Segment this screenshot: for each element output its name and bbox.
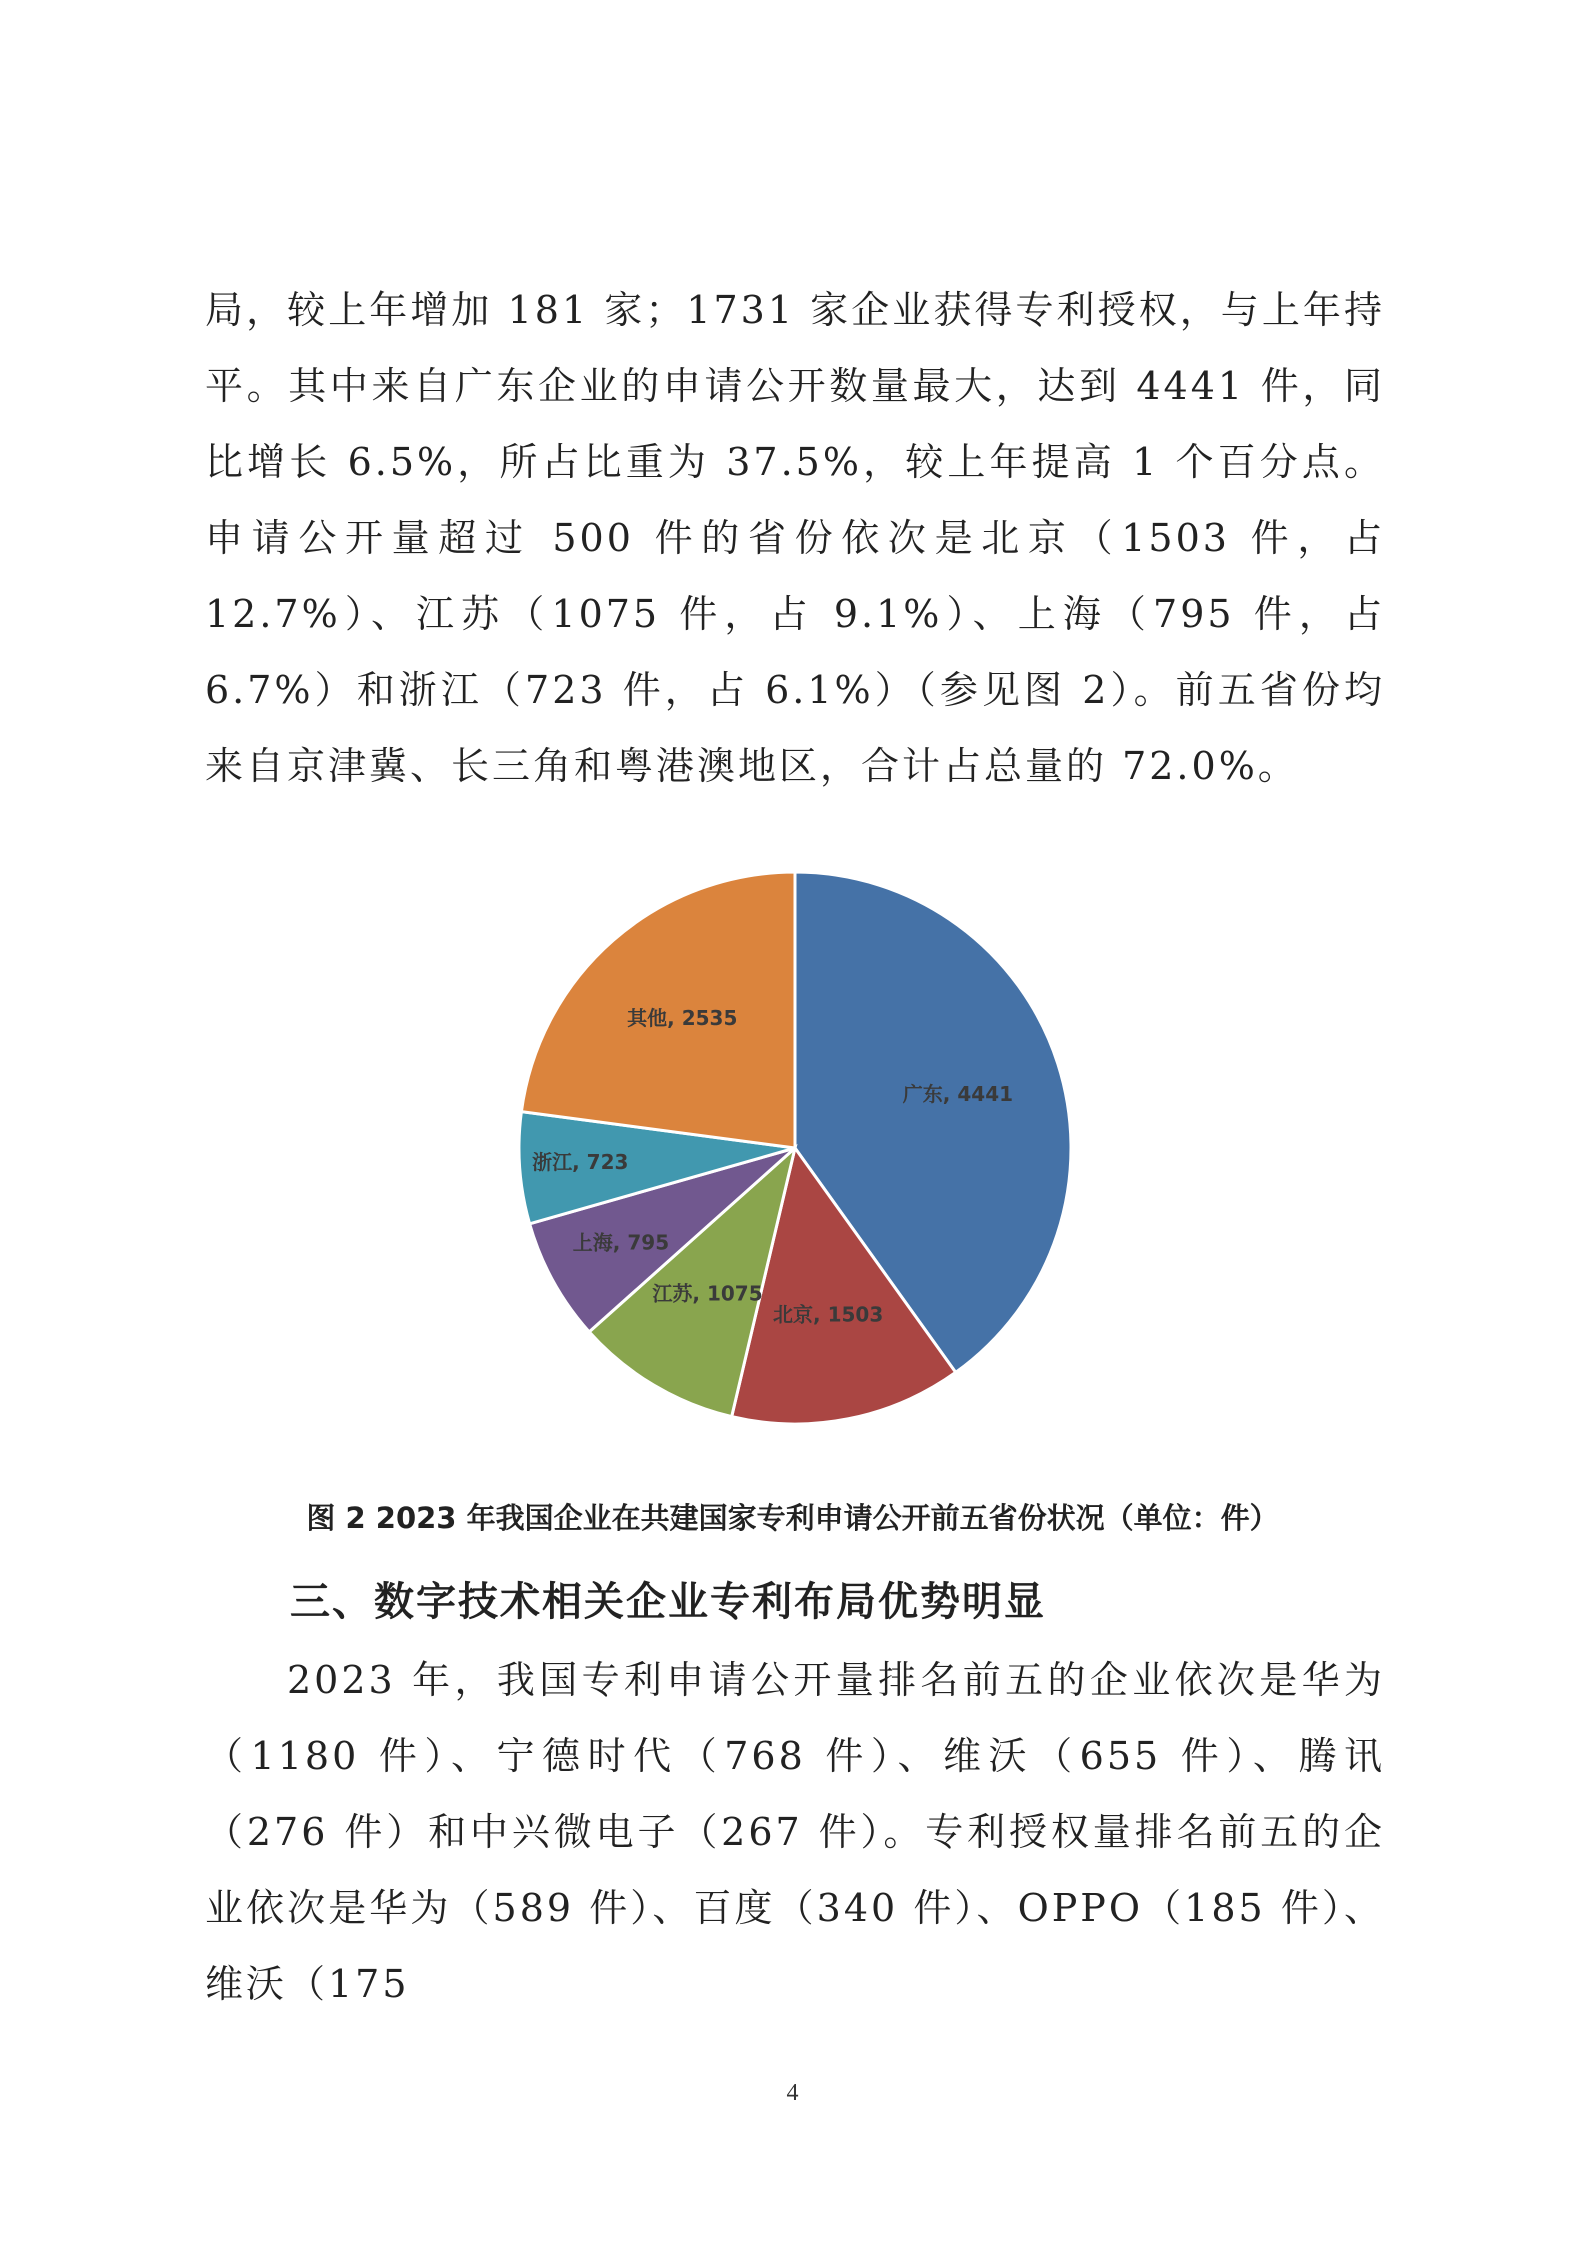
pie-label-6: 其他, 2535 [627,1005,738,1030]
body-paragraph-1: 局，较上年增加 181 家；1731 家企业获得专利授权，与上年持平。其中来自广东企业的申请公开数量最大，达到 4441 件，同比增长 6.5%，所占比重为 37.5%，较上年提高 1 个百分点。申请公开量超过 500 件的省份依次是北京（1503 件，占 12.7%）、江苏（1075 件，占 9.1%）、上海（795 件，占 6.7%）和浙江（723 件，占 6.1%）（参见图 2）。前五省份均来自京津冀、长三角和粤港澳地区，合计占总量的 72.0%。 [205,288,1385,788]
pie-chart-svg [505,858,1085,1438]
section-heading: 三、数字技术相关企业专利布局优势明显 [290,1579,1046,1625]
pie-label-4: 上海, 795 [572,1230,670,1255]
pie-label-1: 广东, 4441 [902,1082,1014,1107]
figure-caption: 图 2 2023 年我国企业在共建国家专利申请公开前五省份状况（单位：件） [306,1501,1279,1535]
page-number: 4 [786,2080,799,2106]
pie-label-5: 浙江, 723 [532,1150,629,1175]
pie-label-2: 北京, 1503 [773,1302,884,1327]
body-paragraph-2: 2023 年，我国专利申请公开量排名前五的企业依次是华为（1180 件）、宁德时代（768 件）、维沃（655 件）、腾讯（276 件）和中兴微电子（267 件）。专利授权量排名前五的企业依次是华为（589 件）、百度（340 件）、OPPO（185 件）、维沃（175 [205,1658,1385,2006]
pie-chart [505,858,1085,1438]
pie-label-3: 江苏, 1075 [652,1281,763,1306]
